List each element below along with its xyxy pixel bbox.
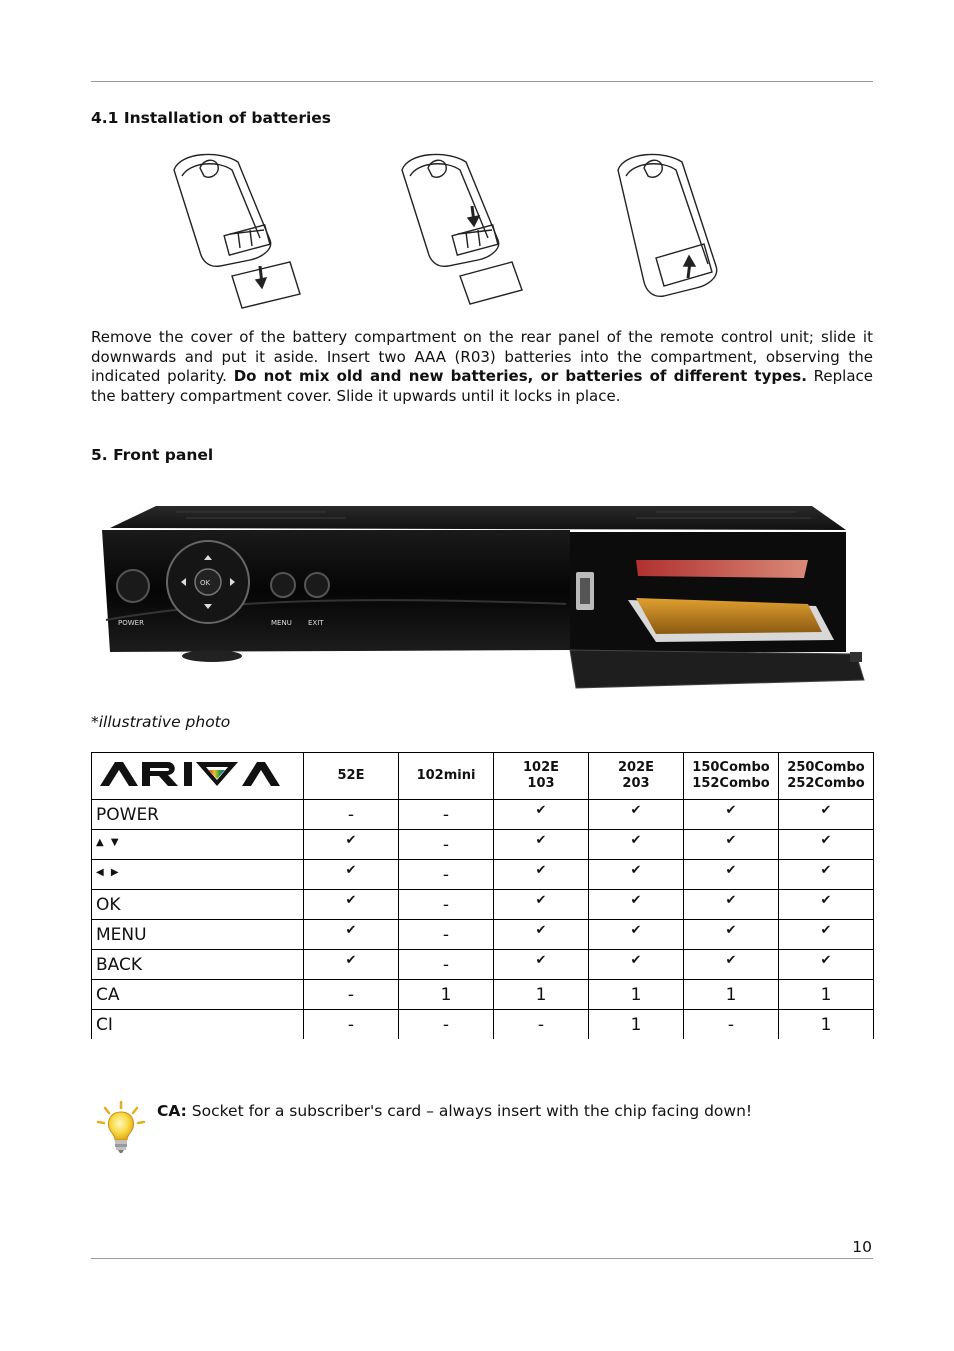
check-mark-icon: ✔ <box>725 922 737 938</box>
row-label: MENU <box>92 920 304 950</box>
table-cell <box>779 800 874 830</box>
table-cell <box>304 950 399 980</box>
table-cell: - <box>399 890 494 920</box>
table-cell: 1 <box>399 980 494 1010</box>
check-mark-icon: ✔ <box>535 952 547 968</box>
table-cell: - <box>399 950 494 980</box>
instructions-warning: Do not mix old and new batteries, or batteries of different types. <box>233 367 807 386</box>
row-label: POWER <box>92 800 304 830</box>
table-row <box>92 1010 874 1040</box>
table-cell: 1 <box>589 980 684 1010</box>
column-102mini: 102mini <box>399 753 494 800</box>
check-mark-icon: ✔ <box>820 832 832 848</box>
table-row <box>92 920 874 950</box>
table-row <box>92 830 874 860</box>
check-mark-icon: ✔ <box>725 802 737 818</box>
ariva-logo <box>100 760 282 788</box>
table-cell: - <box>399 830 494 860</box>
check-mark-icon: ✔ <box>630 952 642 968</box>
check-mark-icon: ✔ <box>535 892 547 908</box>
check-mark-icon: ✔ <box>630 862 642 878</box>
column-102e-103: 102E 103 <box>494 753 589 800</box>
check-mark-icon: ✔ <box>820 922 832 938</box>
check-mark-icon: ✔ <box>725 832 737 848</box>
table-cell <box>684 800 779 830</box>
instructions-part1: Remove the cover of the battery compartment on the rear panel of the remote control unit; slide it downwards and put it aside. Insert two AAA (R03) batteries into the compartment, observing the indicated polarity. <box>91 328 873 386</box>
check-mark-icon: ✔ <box>630 922 642 938</box>
check-mark-icon: ✔ <box>535 922 547 938</box>
svg-text:MENU: MENU <box>271 619 292 627</box>
table-cell: - <box>399 860 494 890</box>
ariva-logo-cell <box>92 753 304 800</box>
table-cell <box>684 950 779 980</box>
check-mark-icon: ✔ <box>630 832 642 848</box>
set-top-box-photo <box>96 500 872 692</box>
table-cell: - <box>494 1010 589 1040</box>
table-cell <box>494 920 589 950</box>
table-cell <box>684 830 779 860</box>
table-cell: - <box>399 1010 494 1040</box>
table-cell <box>589 800 684 830</box>
table-header-row <box>92 753 874 800</box>
section-title-front-panel: 5. Front panel <box>91 446 214 464</box>
table-cell: 1 <box>589 1010 684 1040</box>
table-cell: - <box>399 800 494 830</box>
table-row <box>92 860 874 890</box>
table-cell <box>779 890 874 920</box>
table-cell <box>304 860 399 890</box>
check-mark-icon: ✔ <box>345 832 357 848</box>
row-label-left-right-arrows-icon: ◀ ▶ <box>92 860 304 890</box>
ca-tip <box>157 1102 752 1120</box>
check-mark-icon: ✔ <box>535 832 547 848</box>
svg-text:EXIT: EXIT <box>308 619 324 627</box>
photo-caption: *illustrative photo <box>91 713 231 731</box>
section-title-batteries: 4.1 Installation of batteries <box>91 109 332 127</box>
battery-installation-illustration <box>160 148 740 313</box>
check-mark-icon: ✔ <box>725 952 737 968</box>
table-cell: - <box>304 1010 399 1040</box>
check-mark-icon: ✔ <box>820 892 832 908</box>
instructions-part2: Replace the battery compartment cover. Slide it upwards until it locks in place. <box>91 367 873 405</box>
table-cell <box>589 860 684 890</box>
table-cell <box>304 890 399 920</box>
check-mark-icon: ✔ <box>725 862 737 878</box>
battery-instructions <box>91 328 873 406</box>
remote-step-3-illustration <box>618 154 717 296</box>
table-cell <box>494 830 589 860</box>
column-52e: 52E <box>304 753 399 800</box>
table-cell <box>684 920 779 950</box>
row-label: CI <box>92 1010 304 1040</box>
column-250combo-252combo: 250Combo 252Combo <box>779 753 874 800</box>
table-row <box>92 800 874 830</box>
table-cell: - <box>304 800 399 830</box>
table-cell <box>494 860 589 890</box>
remote-step-2-illustration <box>402 154 522 304</box>
check-mark-icon: ✔ <box>535 862 547 878</box>
table-cell: - <box>399 920 494 950</box>
table-cell: - <box>304 980 399 1010</box>
table-cell <box>779 920 874 950</box>
check-mark-icon: ✔ <box>345 892 357 908</box>
model-comparison-table <box>91 752 874 1039</box>
row-label: CA <box>92 980 304 1010</box>
table-cell: 1 <box>494 980 589 1010</box>
check-mark-icon: ✔ <box>820 952 832 968</box>
table-cell <box>494 800 589 830</box>
tip-label: CA: <box>157 1102 187 1120</box>
check-mark-icon: ✔ <box>630 892 642 908</box>
check-mark-icon: ✔ <box>345 862 357 878</box>
table-cell: - <box>684 1010 779 1040</box>
table-row <box>92 890 874 920</box>
row-label: BACK <box>92 950 304 980</box>
table-cell <box>304 920 399 950</box>
check-mark-icon: ✔ <box>820 862 832 878</box>
table-cell: 1 <box>779 1010 874 1040</box>
check-mark-icon: ✔ <box>345 922 357 938</box>
table-body <box>92 800 874 1040</box>
table-cell <box>494 950 589 980</box>
table-cell <box>779 830 874 860</box>
tip-text: Socket for a subscriber's card – always insert with the chip facing down! <box>186 1102 753 1120</box>
table-cell: 1 <box>684 980 779 1010</box>
header-rule <box>91 81 873 82</box>
column-150combo-152combo: 150Combo 152Combo <box>684 753 779 800</box>
check-mark-icon: ✔ <box>535 802 547 818</box>
table-cell <box>589 950 684 980</box>
table-cell <box>779 950 874 980</box>
table-cell <box>589 890 684 920</box>
table-row <box>92 950 874 980</box>
lightbulb-icon <box>95 1100 147 1156</box>
remote-step-1-illustration <box>174 154 300 308</box>
row-label: OK <box>92 890 304 920</box>
page-number: 10 <box>852 1238 872 1256</box>
table-cell <box>684 890 779 920</box>
row-label-up-down-arrows-icon: ▲ ▼ <box>92 830 304 860</box>
table-cell <box>589 920 684 950</box>
check-mark-icon: ✔ <box>345 952 357 968</box>
table-row <box>92 980 874 1010</box>
table-cell <box>494 890 589 920</box>
svg-text:POWER: POWER <box>118 619 144 627</box>
table-cell <box>589 830 684 860</box>
check-mark-icon: ✔ <box>630 802 642 818</box>
footer-rule <box>91 1258 873 1259</box>
column-202e-203: 202E 203 <box>589 753 684 800</box>
table-cell: 1 <box>779 980 874 1010</box>
table-cell <box>779 860 874 890</box>
table-cell <box>304 830 399 860</box>
svg-text:OK: OK <box>200 579 211 587</box>
check-mark-icon: ✔ <box>725 892 737 908</box>
table-cell <box>684 860 779 890</box>
check-mark-icon: ✔ <box>820 802 832 818</box>
